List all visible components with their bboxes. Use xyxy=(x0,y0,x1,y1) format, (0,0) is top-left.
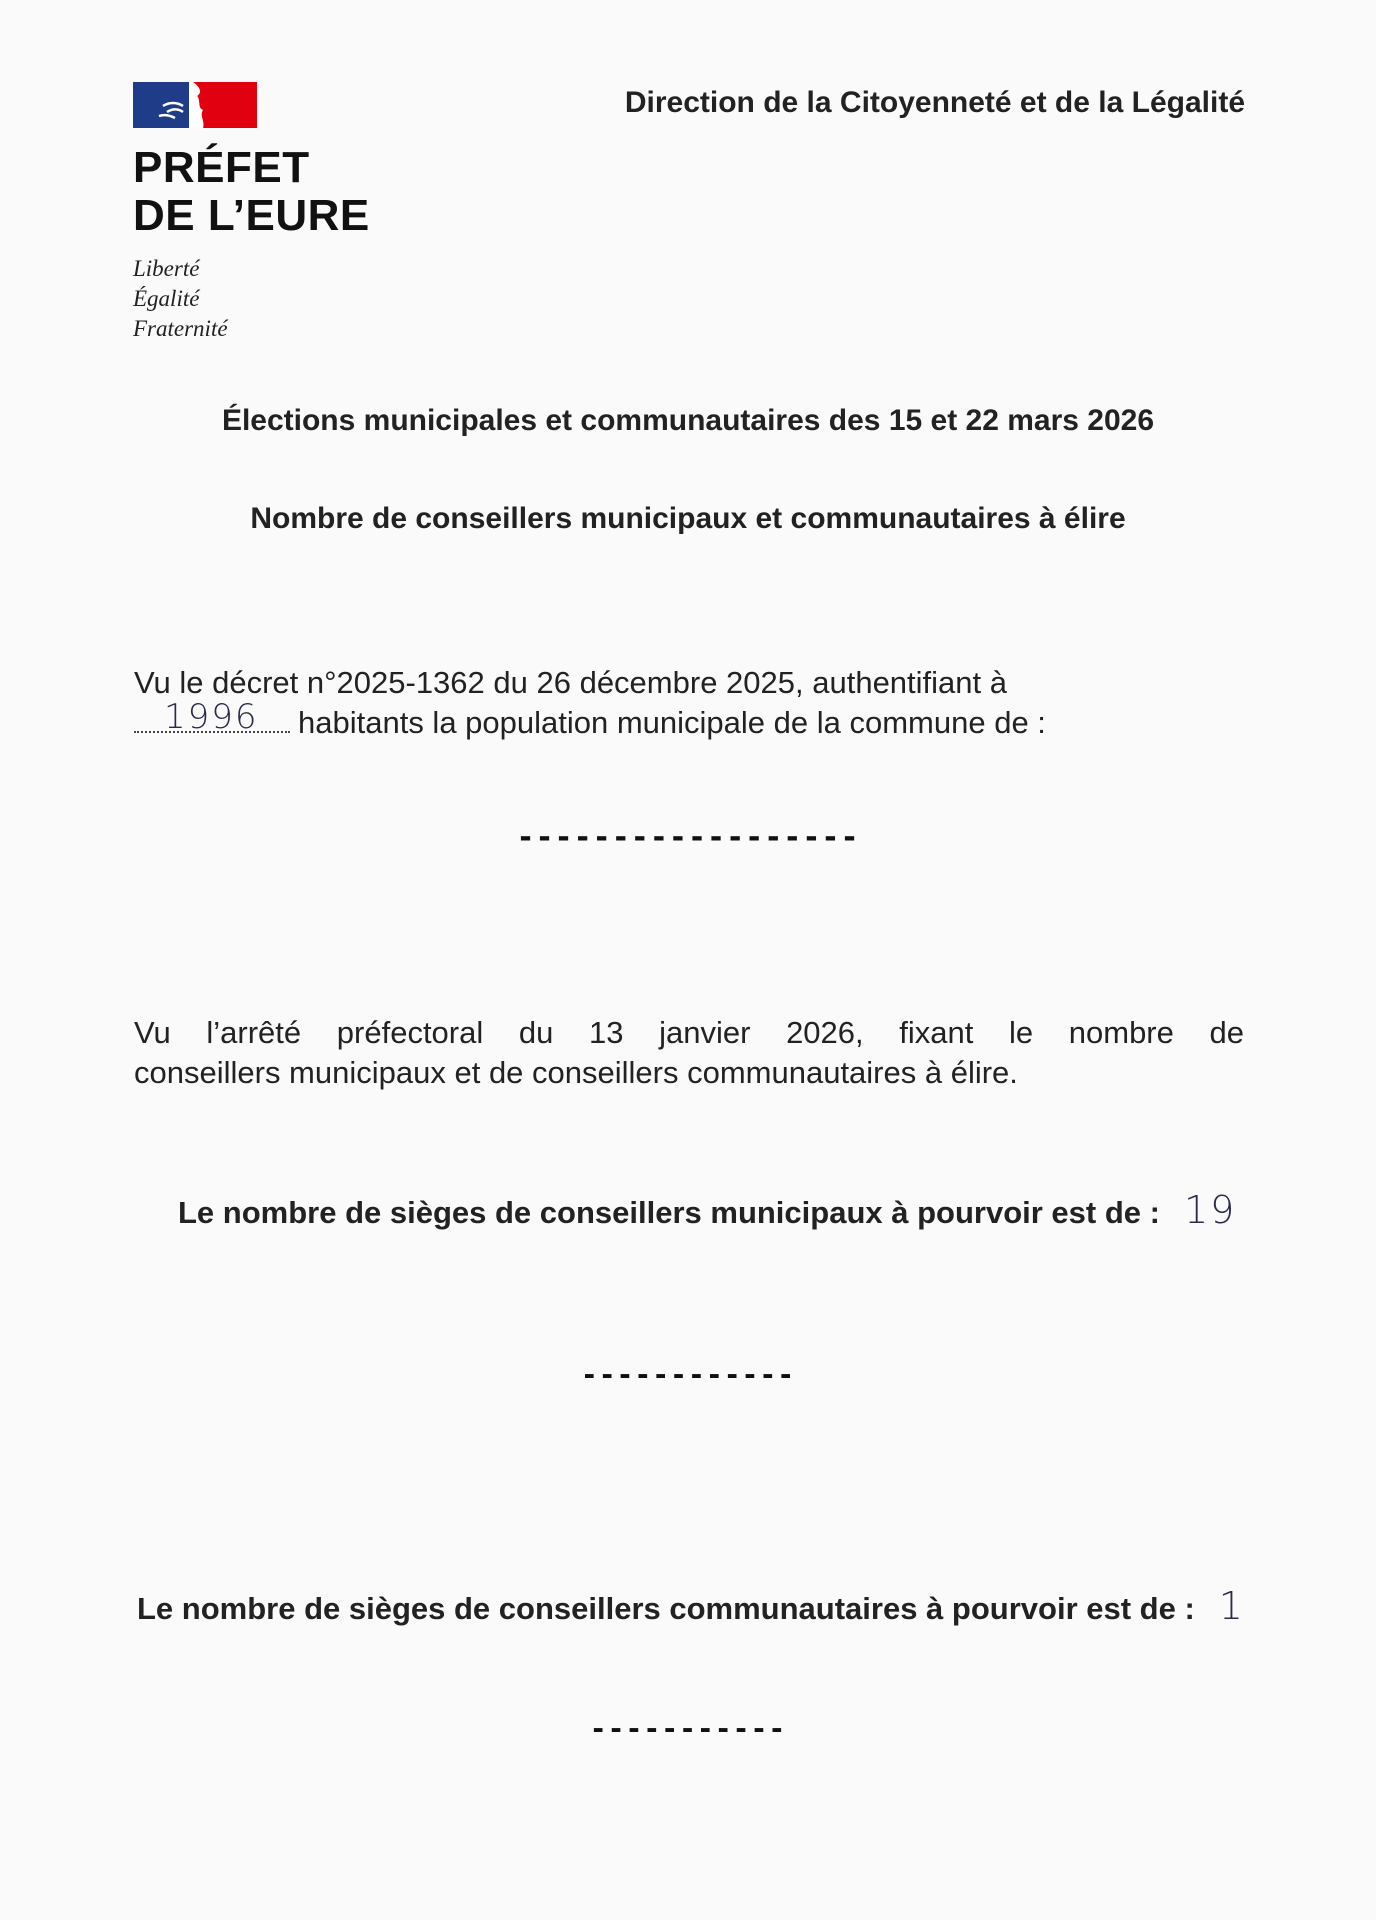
arrete-paragraph xyxy=(134,1013,1244,1093)
communautaire-seats-value: 1 xyxy=(1218,1584,1245,1628)
direction-heading: Direction de la Citoyenneté et de la Légalité xyxy=(624,86,1245,119)
separator-dashes-1: ------------ xyxy=(580,1358,796,1391)
population-handwritten: 1996 xyxy=(164,697,259,737)
arrete-line-2: conseillers municipaux et de conseillers communautaires à élire. xyxy=(134,1055,1018,1090)
municipal-seats-line xyxy=(178,1188,1236,1232)
document-subtitle: Nombre de conseillers municipaux et communautaires à élire xyxy=(250,502,1126,535)
prefet-title xyxy=(133,144,393,240)
motto-liberte: Liberté xyxy=(133,256,200,281)
marianne-flag-icon xyxy=(133,82,257,128)
communautaire-seats-label: Le nombre de sièges de conseillers communautaires à pourvoir est de : xyxy=(137,1591,1195,1626)
communautaire-seats-line xyxy=(137,1584,1245,1628)
prefet-line-2: DE L’EURE xyxy=(133,191,370,240)
municipal-seats-value: 19 xyxy=(1183,1188,1237,1232)
municipal-seats-label: Le nombre de sièges de conseillers municipaux à pourvoir est de : xyxy=(178,1195,1160,1230)
motto-fraternite: Fraternité xyxy=(133,316,228,341)
decree-line-1: Vu le décret n°2025-1362 du 26 décembre 2025, authentifiant à xyxy=(134,665,1007,700)
prefet-line-1: PRÉFET xyxy=(133,143,310,192)
motto-egalite: Égalité xyxy=(133,286,200,311)
prefecture-logo xyxy=(133,82,393,344)
decree-line-2 xyxy=(134,697,1244,743)
republic-motto xyxy=(133,254,393,344)
document-title: Élections municipales et communautaires des 15 et 22 mars 2026 xyxy=(221,404,1155,437)
commune-name-redacted: ------------------ xyxy=(516,820,860,855)
decree-line-2-text: habitants la population municipale de la commune de : xyxy=(298,705,1046,740)
separator-dashes-2: ----------- xyxy=(589,1712,787,1745)
arrete-line-1: Vu l’arrêté préfectoral du 13 janvier 2026, fixant le nombre de xyxy=(134,1015,1244,1050)
decree-paragraph xyxy=(134,663,1244,743)
population-field xyxy=(134,697,290,737)
